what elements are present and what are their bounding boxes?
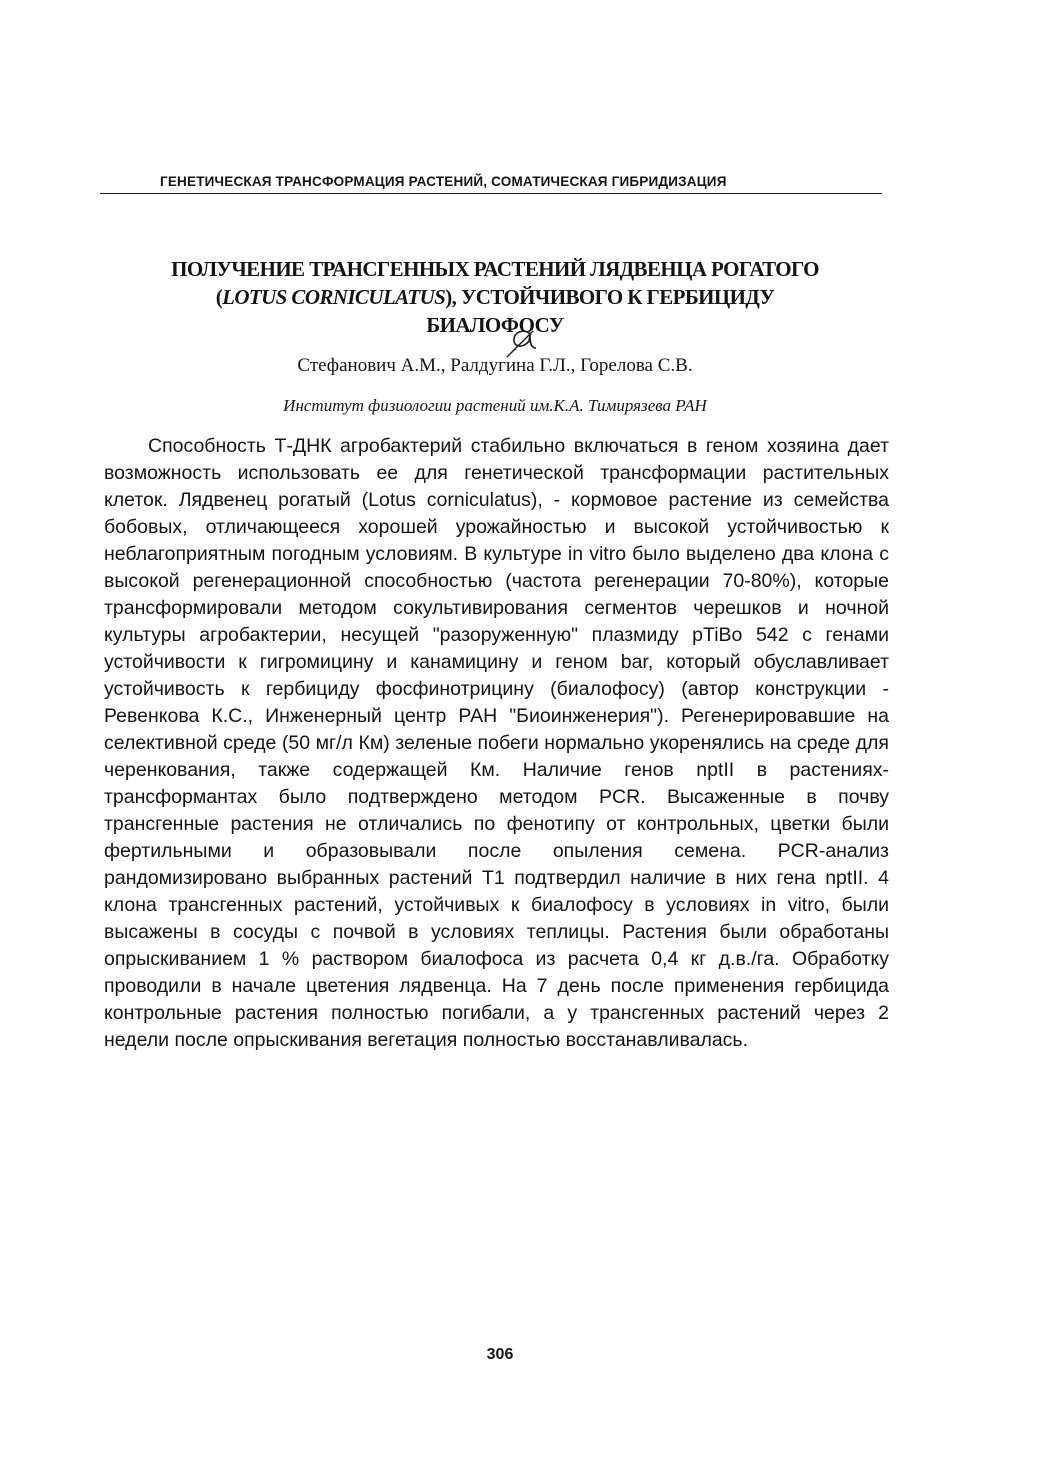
header-divider bbox=[100, 193, 882, 194]
title-line-1: ПОЛУЧЕНИЕ ТРАНСГЕННЫХ РАСТЕНИЙ ЛЯДВЕНЦА РОГАТОГО bbox=[171, 257, 819, 281]
authors: Стефанович А.М., Ралдугина Г.Л., Горелова С.В. bbox=[297, 355, 693, 376]
article-title bbox=[110, 255, 880, 339]
page-number: 306 bbox=[486, 1346, 514, 1363]
title-paren-open: ( bbox=[215, 285, 223, 309]
abstract-text bbox=[104, 433, 889, 1054]
title-line-2 bbox=[110, 283, 880, 311]
running-header: ГЕНЕТИЧЕСКАЯ ТРАНСФОРМАЦИЯ РАСТЕНИЙ, СОМАТИЧЕСКАЯ ГИБРИДИЗАЦИЯ bbox=[160, 174, 727, 189]
title-latin-name: LOTUS CORNICULATUS bbox=[222, 285, 446, 309]
title-line-2-rest: ), УСТОЙЧИВОГО К ГЕРБИЦИДУ bbox=[445, 285, 775, 309]
abstract-paragraph: Способность Т-ДНК агробактерий стабильно включаться в геном хозяина дает возможность использовать ее для генетической трансформации растительных клеток. Лядвенец рогатый (Lotus corniculatus), - кормовое растение из семейства бобовых, отличающееся хорошей урожайностью и высокой устойчивостью к неблагоприятным погодным условиям. В культуре in vitro было выделено два клона с высокой регенерационной способностью (частота регенерации 70-80%), которые трансформировали методом сокультивирования сегментов черешков и ночной культуры агробактерии, несущей "разоруженную" плазмиду pTiBo 542 с генами устойчивости к гигромицину и канамицину и геном bar, который обуславливает устойчивость к гербициду фосфинотрицину (биалофосу) (автор конструкции - Ревенкова К.С., Инженерный центр РАН "Биоинженерия"). Регенерировавшие на селективной среде (50 мг/л Км) зеленые побеги нормально укоренялись на среде для черенкования, также содержащей Км. Наличие генов nptII в растениях-трансформантах было подтверждено методом PCR. Высаженные в почву трансгенные растения не отличались по фенотипу от контрольных, цветки были фертильными и образовывали после опыления семена. PCR-анализ рандомизировано выбранных растений T1 подтвердил наличие в них гена nptII. 4 клона трансгенных растений, устойчивых к биалофосу в условиях in vitro, были высажены в сосуды с почвой в условиях теплицы. Растения были обработаны опрыскиванием 1 % раствором биалофоса из расчета 0,4 кг д.в./га. Обработку проводили в начале цветения лядвенца. На 7 день после применения гербицида контрольные растения полностью погибали, а у трансгенных растений через 2 недели после опрыскивания вегетация полностью восстанавливалась. bbox=[104, 435, 889, 1051]
institute: Институт физиологии растений им.К.А. Тимирязева РАН bbox=[283, 396, 707, 415]
title-line-3: БИАЛОФОСУ bbox=[426, 313, 564, 337]
